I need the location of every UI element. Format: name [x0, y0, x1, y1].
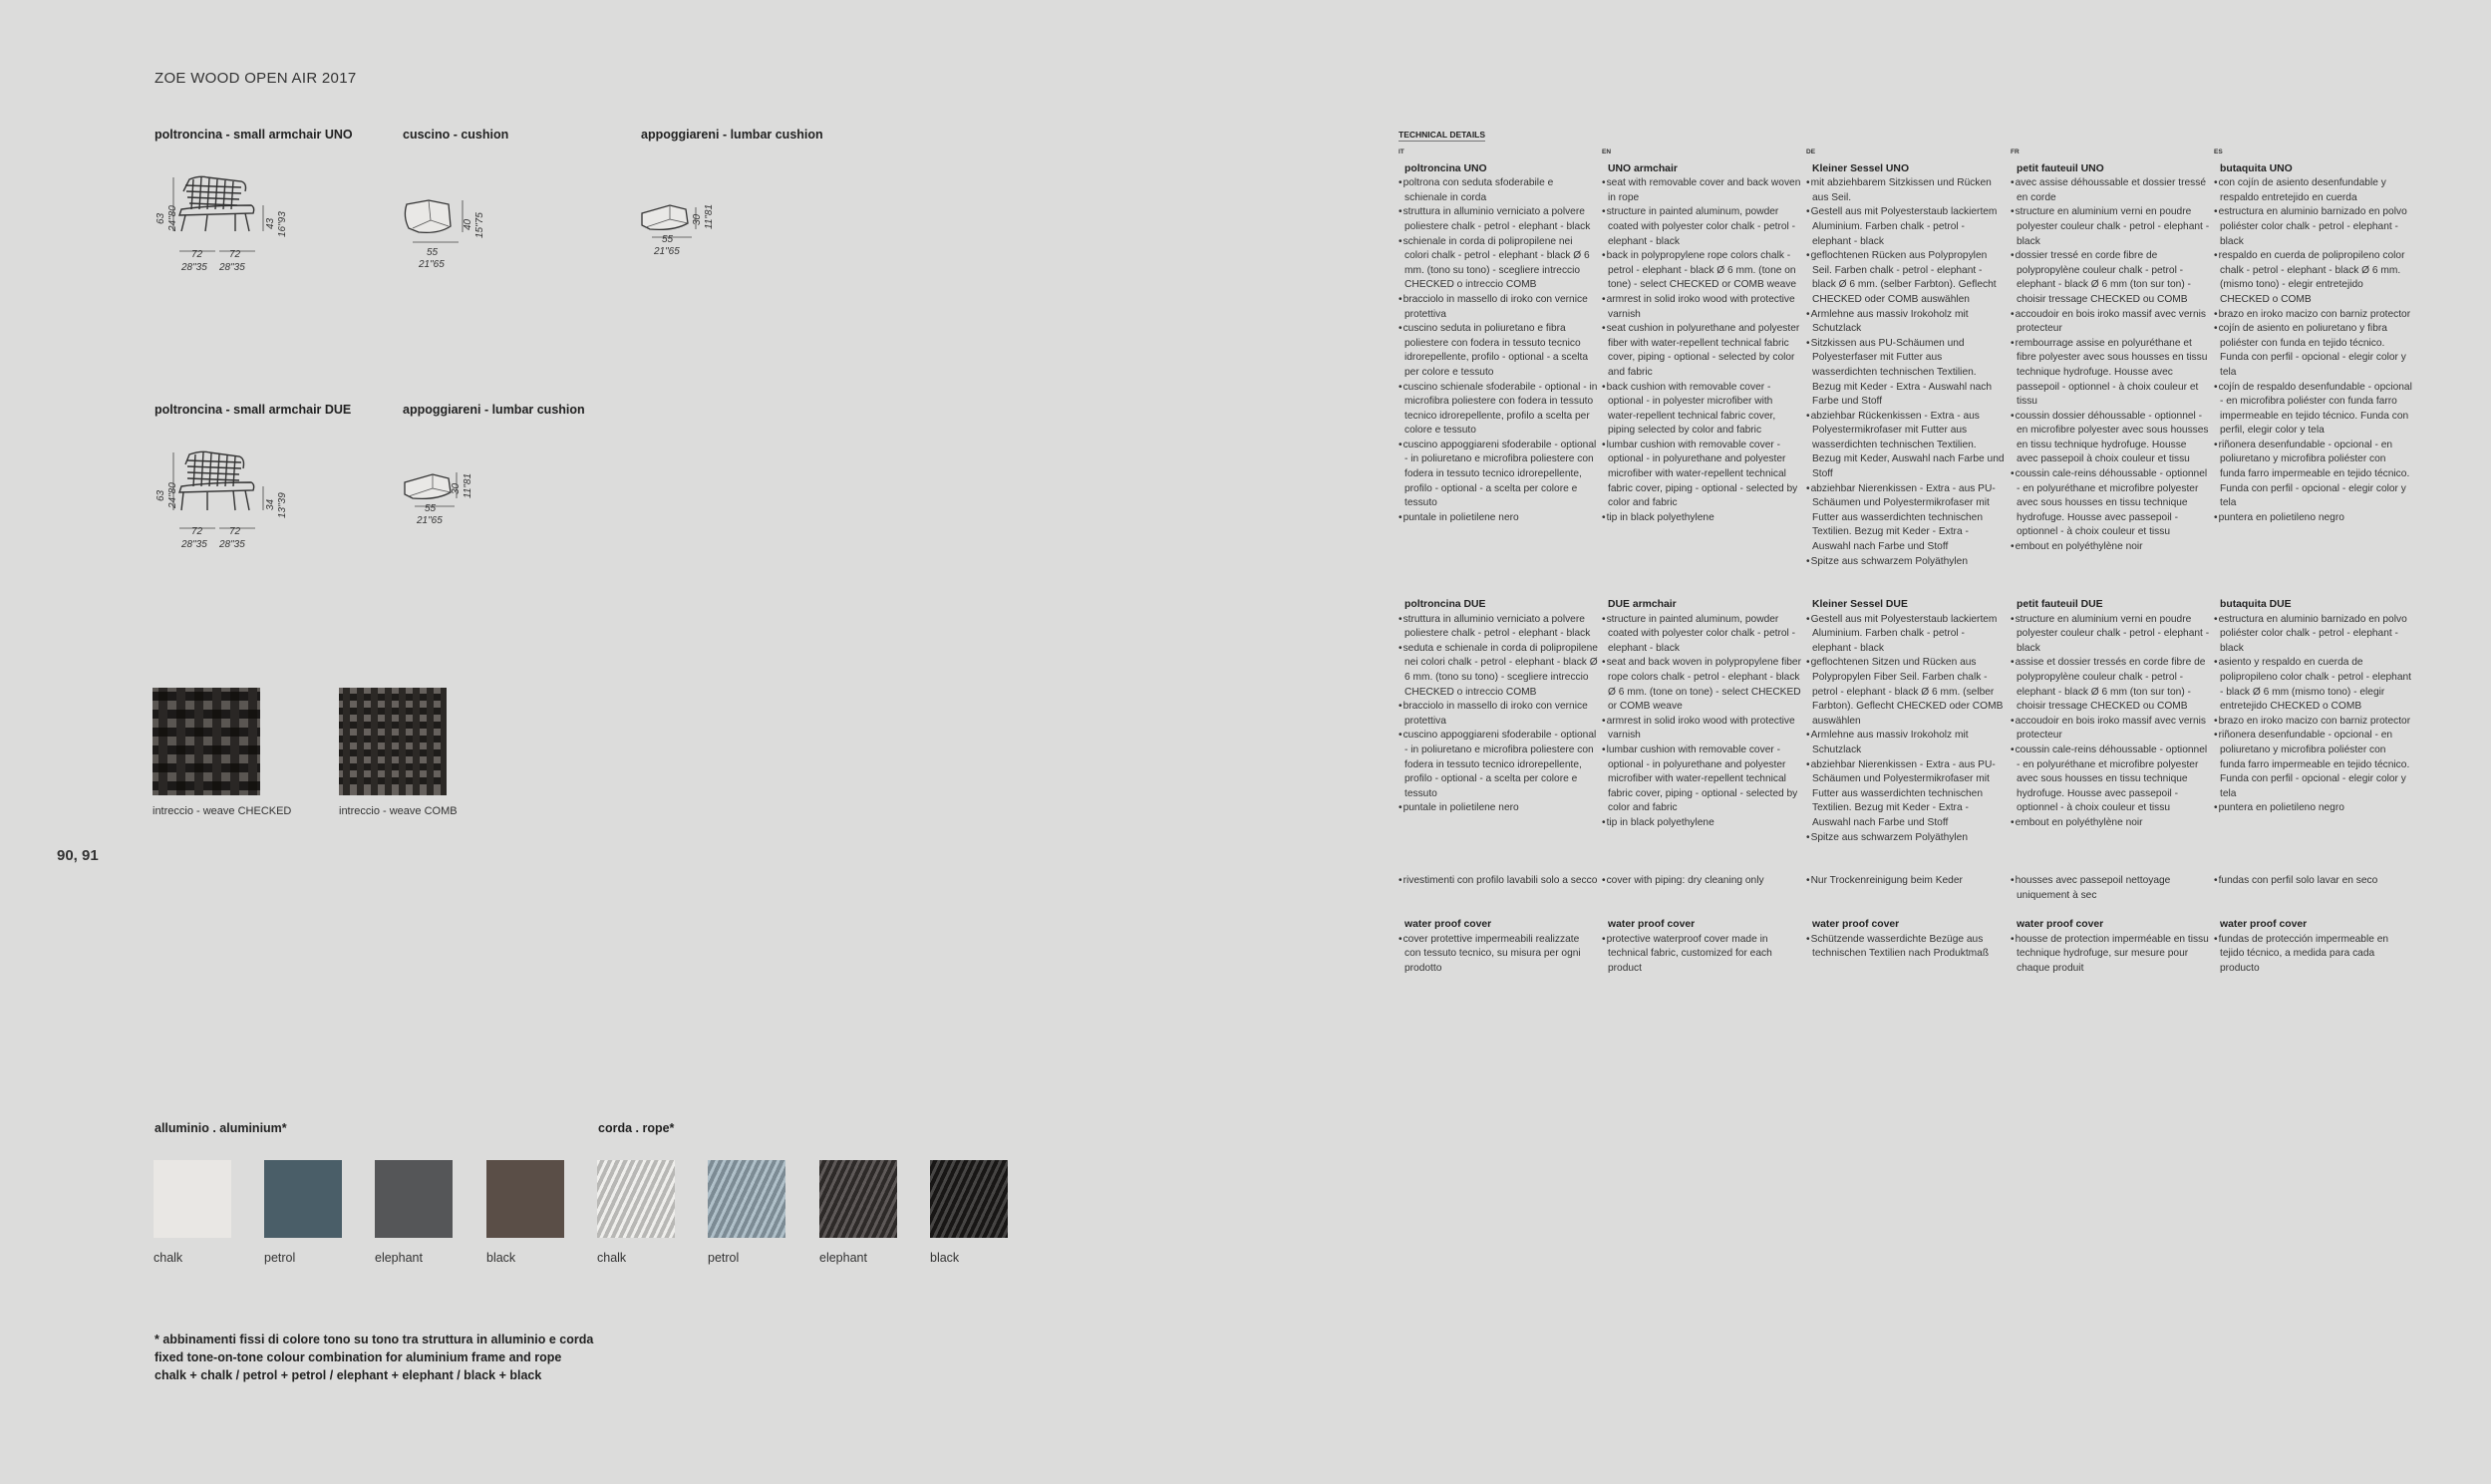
cushion-height-in: 15"75 — [474, 212, 485, 238]
spec-item: • armrest in solid iroko wood with protective varnish — [1602, 293, 1801, 322]
spec-list — [1602, 874, 1801, 889]
spec-item: • Spitze aus schwarzem Polyäthylen — [1806, 831, 2006, 846]
product-spec-title: Kleiner Sessel DUE — [1812, 599, 1908, 610]
note-line: chalk + chalk / petrol + petrol / elephant + elephant / black + black — [155, 1368, 542, 1382]
colour-combination-note — [155, 1331, 593, 1384]
spec-list — [2214, 933, 2413, 977]
spec-item: • cuscino appoggiareni sfoderabile - optional - in poliuretano e microfibra poliestere con fodera in tessuto tecnico idrorepellente, profilo - optional - a scelta per colore e tessuto — [1399, 439, 1598, 511]
spec-item: • seat cushion in polyurethane and polyester fiber with water-repellent technical fabric cover, piping - optional - selected by color and fabric — [1602, 322, 1801, 380]
uno-seat-height-in: 16"93 — [277, 211, 288, 237]
spec-item: • embout en polyéthylène noir — [2011, 816, 2210, 831]
cover-title: water proof cover — [1404, 919, 1492, 930]
cushion-drawing — [399, 194, 498, 279]
spec-list — [2214, 176, 2413, 525]
spec-item: • accoudoir en bois iroko massif avec vernis protecteur — [2011, 308, 2210, 337]
spec-item: • coussin cale-reins déhoussable - optionnel - en polyuréthane et microfibre polyester avec sous housses en tissu technique hydrofuge. Housse avec passepoil - optionnel - à choix couleur et tissu — [2011, 743, 2210, 816]
tech-column-due — [2214, 598, 2413, 816]
spec-item: • estructura en aluminio barnizado en polvo poliéster color chalk - petrol - elephant - black — [2214, 613, 2413, 657]
spec-item: • riñonera desenfundable - opcional - en poliuretano y microfibra poliéster con funda farro impermeable en tejido técnico. Funda con perfil - opcional - elegir color y tela — [2214, 729, 2413, 801]
spec-list — [2011, 874, 2210, 903]
spec-item: • asiento y respaldo en cuerda de polipropileno color chalk - petrol - elephant - black Ø 6 mm (mismo tono) - elegir entretejido CHECKED o COMB — [2214, 656, 2413, 714]
language-code: FR — [2011, 148, 2020, 155]
spec-item: • housse de protection imperméable en tissu technique hydrofuge, sur mesure pour chaque produit — [2011, 933, 2210, 977]
spec-item: • puntera en polietileno negro — [2214, 801, 2413, 816]
spec-item: • tip in black polyethylene — [1602, 511, 1801, 526]
spec-item: • structure en aluminium verni en poudre polyester couleur chalk - petrol - elephant - black — [2011, 205, 2210, 249]
cover-title: water proof cover — [2220, 919, 2308, 930]
spec-list — [1806, 613, 2006, 846]
uno-armchair-title: poltroncina - small armchair UNO — [155, 128, 353, 142]
product-spec-title: butaquita UNO — [2220, 162, 2293, 174]
aluminium-swatch-elephant — [375, 1160, 453, 1238]
spec-item: • Armlehne aus massiv Irokoholz mit Schutzlack — [1806, 729, 2006, 757]
spec-list — [1602, 933, 1801, 977]
uno-depth-in: 28"35 — [219, 262, 245, 273]
language-code: EN — [1602, 148, 1612, 155]
spec-list — [1806, 933, 2006, 962]
lumbar-width-cm: 55 — [662, 234, 674, 245]
spec-item: • schienale in corda di polipropilene nei colori chalk - petrol - elephant - black Ø 6 mm. (tono su tono) - scegliere intreccio CHECKED o intreccio COMB — [1399, 235, 1598, 293]
due-height-cm: 63 — [156, 489, 166, 501]
aluminium-swatch-chalk — [154, 1160, 231, 1238]
spec-item: • cojín de respaldo desenfundable - opcional - en microfibra poliéster con funda farro impermeable en tejido técnico. Funda con perfil, elegir color y tela — [2214, 381, 2413, 439]
product-spec-title: butaquita DUE — [2220, 599, 2292, 610]
spec-item: • Schützende wasserdichte Bezüge aus technischen Textilien nach Produktmaß — [1806, 933, 2006, 962]
lumbar-due-height-cm: 30 — [451, 482, 462, 494]
weave-checked-icon — [153, 688, 260, 795]
spec-item: • geflochtenen Sitzen und Rücken aus Polypropylen Fiber Seil. Farben chalk - petrol - elephant - black Ø 6 mm. (selber Farbton). Geflecht CHECKED oder COMB auswählen — [1806, 656, 2006, 729]
aluminium-swatch-label: petrol — [264, 1251, 296, 1265]
rope-swatch-label: elephant — [819, 1251, 867, 1265]
spec-item: • fundas con perfil solo lavar en seco — [2214, 874, 2413, 889]
spec-list — [2011, 176, 2210, 554]
due-height-in: 24"80 — [167, 482, 178, 508]
weave-comb-icon — [339, 688, 447, 795]
tech-cleaning — [2011, 874, 2210, 903]
spec-item: • abziehbar Nierenkissen - Extra - aus PU-Schäumen und Polyestermikrofaser mit Futter aus wasserdichten technischen Textilien. Bezug mit Keder - Extra - Auswahl nach Farbe und Stoff — [1806, 758, 2006, 831]
lumbar-due-width-cm: 55 — [425, 503, 437, 514]
rope-swatch-label: black — [930, 1251, 960, 1265]
rope-swatch-black — [930, 1160, 1008, 1238]
lumbar-cushion-due-icon — [399, 468, 498, 543]
spec-item: • puntale in polietilene nero — [1399, 801, 1598, 816]
spec-item: • abziehbar Nierenkissen - Extra - aus PU-Schäumen und Polyestermikrofaser mit Futter aus wasserdichten technischen Textilien. Bezug mit Keder - Extra - Auswahl nach Farbe und Stoff — [1806, 482, 2006, 555]
aluminium-swatch-petrol — [264, 1160, 342, 1238]
weave-checked-caption: intreccio - weave CHECKED — [153, 805, 292, 817]
tech-column — [1602, 146, 1801, 525]
spec-item: • back in polypropylene rope colors chalk - petrol - elephant - black Ø 6 mm. (tone on tone) - select CHECKED or COMB weave — [1602, 249, 1801, 293]
spec-item: • lumbar cushion with removable cover - optional - in polyurethane and polyester microfiber with water-repellent technical fabric cover, piping - optional - selected by color and fabric — [1602, 743, 1801, 816]
spec-item: • seat and back woven in polypropylene fiber rope colors chalk - petrol - elephant - black Ø 6 mm. (tone on tone) - select CHECKED or COMB weave — [1602, 656, 1801, 714]
spec-item: • brazo en iroko macizo con barniz protector — [2214, 715, 2413, 730]
spec-item: • embout en polyéthylène noir — [2011, 540, 2210, 555]
spec-item: • armrest in solid iroko wood with protective varnish — [1602, 715, 1801, 743]
spec-item: • rivestimenti con profilo lavabili solo a secco — [1399, 874, 1598, 889]
spec-list — [1806, 176, 2006, 569]
cushion-width-cm: 55 — [427, 247, 439, 258]
rope-finish-title: corda . rope* — [598, 1121, 675, 1135]
aluminium-swatch-label: elephant — [375, 1251, 423, 1265]
uno-seat-height-cm: 43 — [265, 217, 276, 229]
tech-cleaning — [1602, 874, 1801, 889]
spec-item: • abziehbar Rückenkissen - Extra - aus Polyestermikrofaser mit Futter aus wasserdichten technischen Textilien. Bezug mit Keder, Auswahl nach Farbe und Stoff — [1806, 410, 2006, 482]
spec-item: • structure in painted aluminum, powder coated with polyester color chalk - petrol - elephant - black — [1602, 613, 1801, 657]
spec-item: • coussin cale-reins déhoussable - optionnel - en polyuréthane et microfibre polyester avec sous housses en tissu technique hydrofuge. Housse avec passepoil - optionnel - à choix couleur et tissu — [2011, 467, 2210, 540]
lumbar-cushion-title: appoggiareni - lumbar cushion — [641, 128, 823, 142]
cover-title: water proof cover — [2017, 919, 2104, 930]
language-code: DE — [1806, 148, 1816, 155]
spec-item: • cuscino schienale sfoderabile - optional - in microfibra poliestere con fodera in tessuto tecnico idrorepellente, profilo a scelta per colore e tessuto — [1399, 381, 1598, 439]
lumbar-height-in: 11"81 — [704, 203, 715, 229]
lumbar-due-width-in: 21"65 — [417, 515, 443, 526]
spec-item: • structure en aluminium verni en poudre polyester couleur chalk - petrol - elephant - black — [2011, 613, 2210, 657]
uno-height-in: 24"80 — [167, 205, 178, 231]
spec-list — [2011, 933, 2210, 977]
lumbar-cushion-due-title: appoggiareni - lumbar cushion — [403, 403, 585, 417]
uno-width-in: 28"35 — [181, 262, 207, 273]
due-seat-height-cm: 34 — [265, 498, 276, 510]
spec-item: • struttura in alluminio verniciato a polvere poliestere chalk - petrol - elephant - black — [1399, 613, 1598, 642]
product-spec-title: petit fauteuil DUE — [2017, 599, 2103, 610]
lumbar-cushion-due-drawing — [399, 468, 498, 543]
spec-item: • assise et dossier tressés en corde fibre de polypropylène couleur chalk - petrol - elephant - black Ø 6 mm (ton sur ton) - choisir tressage CHECKED ou COMB — [2011, 656, 2210, 714]
lumbar-cushion-drawing — [636, 199, 736, 269]
spec-item: • cover with piping: dry cleaning only — [1602, 874, 1801, 889]
product-spec-title: UNO armchair — [1608, 162, 1678, 174]
spec-item: • seduta e schienale in corda di polipropilene nei colori chalk - petrol - elephant - black Ø 6 mm. (tono su tono) - scegliere intreccio CHECKED o intreccio COMB — [1399, 642, 1598, 700]
product-spec-title: poltroncina UNO — [1404, 162, 1487, 174]
spec-item: • accoudoir en bois iroko massif avec vernis protecteur — [2011, 715, 2210, 743]
product-spec-title: poltroncina DUE — [1404, 599, 1486, 610]
spec-item: • poltrona con seduta sfoderabile e schienale in corda — [1399, 176, 1598, 205]
tech-cover — [1399, 918, 1598, 976]
aluminium-swatch-label: black — [486, 1251, 516, 1265]
tech-column — [2214, 146, 2413, 525]
product-spec-title: Kleiner Sessel UNO — [1812, 162, 1910, 174]
aluminium-swatch-label: chalk — [154, 1251, 183, 1265]
aluminium-finish-title: alluminio . aluminium* — [155, 1121, 287, 1135]
spec-item: • cojín de asiento en poliuretano y fibra poliéster con funda en tejido técnico. Funda con perfil - opcional - elegir color y tela — [2214, 322, 2413, 380]
lumbar-due-height-in: 11"81 — [463, 472, 473, 498]
spec-item: • coussin dossier déhoussable - optionnel - en microfibre polyester avec sous housses en tissu technique hydrofuge. Housse avec passepoil à choix couleur et tissu — [2011, 410, 2210, 467]
spec-item: • estructura en aluminio barnizado en polvo poliéster color chalk - petrol - elephant - black — [2214, 205, 2413, 249]
tech-cover — [2011, 918, 2210, 976]
spec-list — [2011, 613, 2210, 831]
spec-item: • Nur Trockenreinigung beim Keder — [1806, 874, 2006, 889]
spec-item: • lumbar cushion with removable cover - optional - in polyurethane and polyester microfiber with water-repellent technical fabric cover, piping - optional - selected by color and fabric — [1602, 439, 1801, 511]
spec-item: • Gestell aus mit Polyesterstaub lackiertem Aluminium. Farben chalk - petrol - elephant - black — [1806, 205, 2006, 249]
tech-cleaning — [1399, 874, 1598, 889]
weave-comb-image — [339, 688, 447, 795]
aluminium-swatch-black — [486, 1160, 564, 1238]
tech-cover — [1602, 918, 1801, 976]
note-line: fixed tone-on-tone colour combination for aluminium frame and rope — [155, 1350, 562, 1364]
due-depth-in: 28"35 — [219, 539, 245, 550]
spec-item: • dossier tressé en corde fibre de polypropylène couleur chalk - petrol - elephant - black Ø 6 mm (ton sur ton) - choisir tressage CHECKED ou COMB — [2011, 249, 2210, 307]
tech-column-due — [1602, 598, 1801, 831]
due-depth-cm: 72 — [229, 526, 241, 537]
due-armchair-title: poltroncina - small armchair DUE — [155, 403, 352, 417]
cushion-title: cuscino - cushion — [403, 128, 509, 142]
spec-item: • brazo en iroko macizo con barniz protector — [2214, 308, 2413, 323]
spec-item: • Armlehne aus massiv Irokoholz mit Schutzlack — [1806, 308, 2006, 337]
tech-cover — [1806, 918, 2006, 962]
spec-item: • mit abziehbarem Sitzkissen und Rücken aus Seil. — [1806, 176, 2006, 205]
language-code: IT — [1399, 148, 1404, 155]
tech-column — [1399, 146, 1598, 525]
tech-column-due — [2011, 598, 2210, 831]
spec-list — [2214, 874, 2413, 889]
spec-item: • cover protettive impermeabili realizzate con tessuto tecnico, su misura per ogni prodotto — [1399, 933, 1598, 977]
spec-list — [1806, 874, 2006, 889]
spec-item: • geflochtenen Rücken aus Polypropylen Seil. Farben chalk - petrol - elephant - black Ø 6 mm. (selber Farbton). Geflecht CHECKED oder COMB auswählen — [1806, 249, 2006, 307]
spec-item: • Sitzkissen aus PU-Schäumen und Polyesterfaser mit Futter aus wasserdichten technischen Textilien. Bezug mit Keder - Extra - Auswahl nach Farbe und Stoff — [1806, 337, 2006, 410]
spec-item: • seat with removable cover and back woven in rope — [1602, 176, 1801, 205]
spec-item: • puntera en polietileno negro — [2214, 511, 2413, 526]
uno-depth-cm: 72 — [229, 249, 241, 260]
spec-item: • respaldo en cuerda de polipropileno color chalk - petrol - elephant - black Ø 6 mm. (mismo tono) - elegir entretejido CHECKED o COMB — [2214, 249, 2413, 307]
cover-title: water proof cover — [1812, 919, 1900, 930]
due-seat-height-in: 13"39 — [277, 492, 288, 518]
weave-checked-image — [153, 688, 260, 795]
spec-list — [1399, 874, 1598, 889]
spec-list — [1399, 613, 1598, 816]
cover-title: water proof cover — [1608, 919, 1696, 930]
rope-swatch-elephant — [819, 1160, 897, 1238]
spec-item: • rembourrage assise en polyuréthane et fibre polyester avec sous housses en tissu technique hydrofuge. Housse avec passepoil - optionnel - à choix couleur et tissu — [2011, 337, 2210, 410]
lumbar-cushion-icon — [636, 199, 736, 269]
cushion-width-in: 21"65 — [419, 259, 445, 270]
spec-item: • Gestell aus mit Polyesterstaub lackiertem Aluminium. Farben chalk - petrol - elephant - black — [1806, 613, 2006, 657]
spec-item: • bracciolo in massello di iroko con vernice protettiva — [1399, 293, 1598, 322]
spec-list — [1602, 613, 1801, 831]
spec-item: • structure in painted aluminum, powder coated with polyester color chalk - petrol - elephant - black — [1602, 205, 1801, 249]
spec-item: • avec assise déhoussable et dossier tressé en corde — [2011, 176, 2210, 205]
product-spec-title: DUE armchair — [1608, 599, 1677, 610]
spec-item: • back cushion with removable cover - optional - in polyester microfiber with water-repellent technical fabric cover, piping selected by color and fabric — [1602, 381, 1801, 439]
rope-swatch-label: chalk — [597, 1251, 627, 1265]
spec-item: • protective waterproof cover made in technical fabric, customized for each product — [1602, 933, 1801, 977]
spec-item: • tip in black polyethylene — [1602, 816, 1801, 831]
tech-column-due — [1399, 598, 1598, 816]
spec-item: • bracciolo in massello di iroko con vernice protettiva — [1399, 700, 1598, 729]
uno-width-cm: 72 — [191, 249, 203, 260]
spec-list — [1399, 176, 1598, 525]
tech-cleaning — [2214, 874, 2413, 889]
weave-comb-caption: intreccio - weave COMB — [339, 805, 458, 817]
spec-item: • cuscino appoggiareni sfoderabile - optional - in poliuretano e microfibra poliestere con fodera in tessuto tecnico idrorepellente, profilo - optional - a scelta per colore e tessuto — [1399, 729, 1598, 801]
spec-item: • riñonera desenfundable - opcional - en poliuretano y microfibra poliéster con funda farro impermeable en tejido técnico. Funda con perfil - opcional - elegir color y tela — [2214, 439, 2413, 511]
rope-swatch-label: petrol — [708, 1251, 740, 1265]
lumbar-width-in: 21"65 — [654, 246, 680, 257]
spec-item: • struttura in alluminio verniciato a polvere poliestere chalk - petrol - elephant - black — [1399, 205, 1598, 234]
cushion-height-cm: 40 — [463, 218, 473, 230]
spec-item: • housses avec passepoil nettoyage uniquement à sec — [2011, 874, 2210, 903]
tech-column-due — [1806, 598, 2006, 845]
spec-item: • puntale in polietilene nero — [1399, 511, 1598, 526]
product-spec-title: petit fauteuil UNO — [2017, 162, 2104, 174]
page-number: 90, 91 — [57, 847, 99, 864]
spec-item: • cuscino seduta in poliuretano e fibra poliestere con fodera in tessuto tecnico idrorepellente, profilo - optional - a scelta per colore e tessuto — [1399, 322, 1598, 380]
tech-column — [1806, 146, 2006, 569]
page-title: ZOE WOOD OPEN AIR 2017 — [155, 70, 357, 87]
spec-list — [1602, 176, 1801, 525]
spec-list — [2214, 613, 2413, 816]
lumbar-height-cm: 30 — [692, 213, 703, 225]
due-width-cm: 72 — [191, 526, 203, 537]
technical-details-title: TECHNICAL DETAILS — [1399, 130, 1486, 140]
due-armchair-drawing — [150, 446, 299, 561]
rope-swatch-chalk — [597, 1160, 675, 1238]
tech-column — [2011, 146, 2210, 555]
note-line: * abbinamenti fissi di colore tono su tono tra struttura in alluminio e corda — [155, 1333, 594, 1346]
language-code: ES — [2214, 148, 2223, 155]
spec-item: • Spitze aus schwarzem Polyäthylen — [1806, 555, 2006, 570]
due-width-in: 28"35 — [181, 539, 207, 550]
uno-armchair-drawing — [150, 169, 299, 284]
uno-height-cm: 63 — [156, 212, 166, 224]
tech-cover — [2214, 918, 2413, 976]
rope-swatch-petrol — [708, 1160, 785, 1238]
spec-item: • fundas de protección impermeable en tejido técnico, a medida para cada producto — [2214, 933, 2413, 977]
spec-item: • con cojín de asiento desenfundable y respaldo entretejido en cuerda — [2214, 176, 2413, 205]
tech-cleaning — [1806, 874, 2006, 889]
spec-list — [1399, 933, 1598, 977]
